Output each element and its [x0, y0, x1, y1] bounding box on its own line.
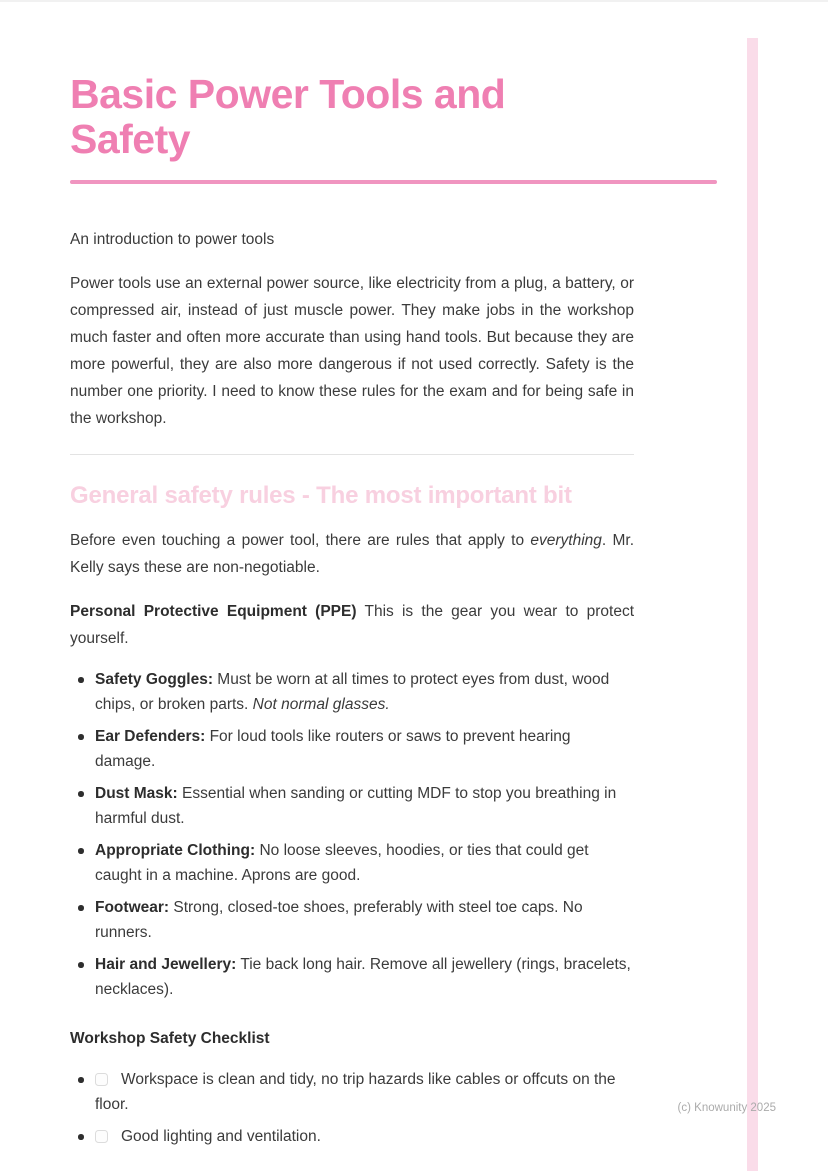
checklist-item-text: Workspace is clean and tidy, no trip hazards like cables or offcuts on the floor. — [95, 1071, 616, 1113]
list-item — [95, 952, 634, 1002]
checklist-item — [95, 1067, 634, 1117]
page-title: Basic Power Tools and Safety — [70, 71, 506, 162]
bullet-term: Dust Mask: — [95, 785, 178, 802]
bullet-text: Must be worn at all times to protect eyes from dust, wood chips, or broken parts. — [95, 671, 610, 713]
bullet-term: Hair and Jewellery: — [95, 956, 237, 973]
ppe-text: This is the gear you wear to protect yourself. — [70, 603, 634, 647]
ppe-paragraph — [70, 598, 634, 652]
checklist-item-text: Good lighting and ventilation. — [121, 1128, 321, 1145]
checkbox-icon[interactable] — [95, 1130, 108, 1143]
section-intro-text-before: Before even touching a power tool, there are rules that apply to — [70, 532, 531, 549]
list-item — [95, 838, 634, 888]
bullet-term: Footwear: — [95, 899, 170, 916]
section-intro-text-after: . Mr. Kelly says these are non-negotiable. — [70, 532, 635, 576]
checklist-heading: Workshop Safety Checklist — [70, 1030, 270, 1047]
checklist — [70, 1067, 634, 1149]
bullet-term: Safety Goggles: — [95, 671, 213, 688]
bullet-text: Essential when sanding or cutting MDF to stop you breathing in harmful dust. — [95, 785, 617, 827]
section-intro-italic: everything — [530, 532, 602, 549]
ppe-bullet-list — [70, 667, 634, 1002]
bullet-text: Strong, closed-toe shoes, preferably with steel toe caps. No runners. — [95, 899, 583, 941]
bullet-term: Appropriate Clothing: — [95, 842, 256, 859]
bullet-term: Ear Defenders: — [95, 728, 206, 745]
bullet-italic-note: Not normal glasses. — [252, 696, 390, 713]
list-item — [95, 895, 634, 945]
intro-lead: An introduction to power tools — [70, 231, 275, 248]
document-content — [70, 0, 634, 1156]
section-divider — [70, 454, 634, 455]
bullet-text: Tie back long hair. Remove all jewellery (rings, bracelets, necklaces). — [95, 956, 631, 998]
list-item — [95, 781, 634, 831]
title-underline — [70, 180, 717, 184]
intro-paragraph: Power tools use an external power source, like electricity from a plug, a battery, or compressed air, instead of just muscle power. They make jobs in the workshop much faster and often more accurate than using hand tools. But because they are more powerful, they are also more dangerous if not used correctly. Safety is the number one priority. I need to know these rules for the exam and for being safe in the workshop. — [70, 275, 634, 427]
bullet-text: No loose sleeves, hoodies, or ties that could get caught in a machine. Aprons are good. — [95, 842, 589, 884]
copyright-footer: (c) Knowunity 2025 — [677, 1102, 776, 1114]
ppe-bold-label: Personal Protective Equipment (PPE) — [70, 603, 357, 620]
list-item — [95, 667, 634, 717]
bullet-text: For loud tools like routers or saws to prevent hearing damage. — [95, 728, 571, 770]
checklist-item — [95, 1124, 634, 1149]
list-item — [95, 724, 634, 774]
page-accent-stripe — [747, 38, 758, 1171]
section-heading: General safety rules - The most important bit — [70, 482, 572, 509]
checkbox-icon[interactable] — [95, 1073, 108, 1086]
section-intro-paragraph — [70, 527, 634, 581]
